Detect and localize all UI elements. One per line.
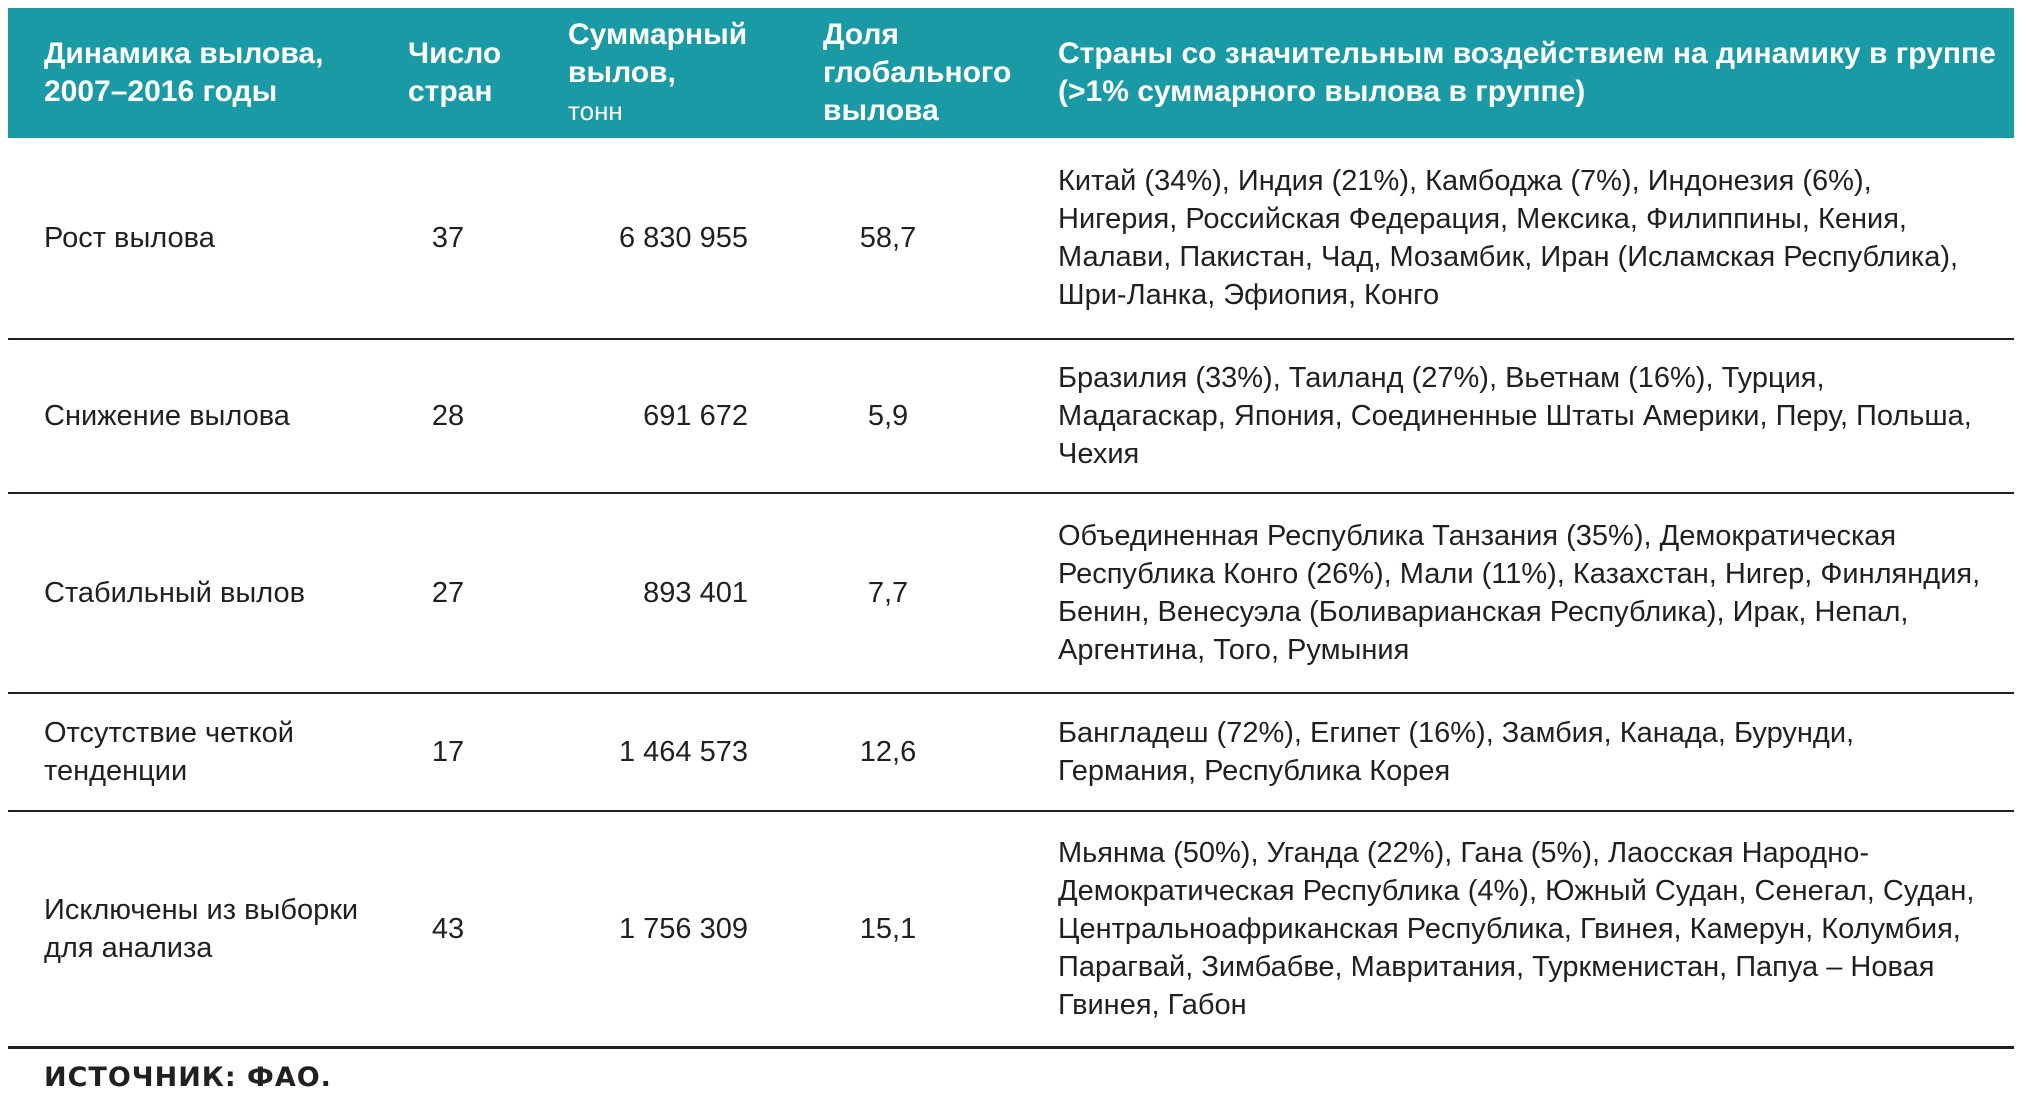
source-note: ИСТОЧНИК: ФАО. — [44, 1062, 332, 1093]
row-dynamics: Отсутствие четкой тенденции — [44, 717, 294, 787]
header-count: Число стран — [408, 37, 502, 108]
row-countries: Мьянма (50%), Уганда (22%), Гана (5%), Лаосская Народно-Демократическая Республика (4%), Южный Судан, Сенегал, Судан, Центральноафриканская Республика, Гвинея, Камерун, Колумбия, Парагвай, Зимбабве, Мавритания, Туркменистан, Папуа – Новая Гвинея, Габон — [1058, 837, 1975, 1021]
table-row — [8, 138, 2014, 340]
row-countries: Китай (34%), Индия (21%), Камбоджа (7%), Индонезия (6%), Нигерия, Российская Федерация, Мексика, Филиппины, Кения, Малави, Пакистан, Чад, Мозамбик, Иран (Исламская Республика), Шри-Ланка, Эфиопия, Конго — [1058, 165, 1959, 311]
row-share: 7,7 — [867, 577, 909, 609]
row-count: 27 — [431, 577, 465, 609]
table-row — [8, 694, 2014, 812]
row-total: 691 672 — [643, 400, 748, 432]
table-row — [8, 812, 2014, 1049]
row-countries: Бразилия (33%), Таиланд (27%), Вьетнам (16%), Турция, Мадагаскар, Япония, Соединенные Штаты Америки, Перу, Польша, Чехия — [1058, 362, 1972, 470]
row-count: 28 — [431, 400, 465, 432]
row-count: 43 — [431, 913, 465, 945]
row-share: 58,7 — [859, 222, 917, 254]
header-dynamics: Динамика вылова, 2007–2016 годы — [44, 37, 324, 108]
table-header — [8, 8, 2014, 138]
row-count: 17 — [431, 736, 465, 768]
header-total-label: Суммарный вылов, — [568, 18, 748, 89]
row-dynamics: Рост вылова — [44, 222, 215, 254]
row-dynamics: Снижение вылова — [44, 400, 290, 432]
header-countries: Страны со значительным воздействием на динамику в группе (>1% суммарного вылова в группе) — [1058, 37, 1996, 108]
header-total-unit: тонн — [568, 96, 623, 126]
row-total: 1 464 573 — [618, 736, 748, 768]
row-count: 37 — [431, 222, 465, 254]
header-share: Доля глобального вылова — [823, 18, 1012, 127]
row-total: 893 401 — [643, 577, 748, 609]
header-total — [568, 8, 768, 138]
table-row — [8, 494, 2014, 694]
row-total: 6 830 955 — [618, 222, 748, 254]
row-share: 12,6 — [859, 736, 917, 768]
table-row — [8, 340, 2014, 494]
row-countries: Объединенная Республика Танзания (35%), Демократическая Республика Конго (26%), Мали (11%), Казахстан, Нигер, Финляндия, Бенин, Венесуэла (Боливарианская Республика), Ирак, Непал, Аргентина, Того, Румыния — [1058, 520, 1981, 666]
row-countries: Бангладеш (72%), Египет (16%), Замбия, Канада, Бурунди, Германия, Республика Корея — [1058, 717, 1855, 787]
row-dynamics: Стабильный вылов — [44, 577, 306, 609]
row-share: 5,9 — [867, 400, 909, 432]
row-total: 1 756 309 — [618, 913, 748, 945]
row-share: 15,1 — [859, 913, 917, 945]
row-dynamics: Исключены из выборки для анализа — [44, 894, 359, 964]
